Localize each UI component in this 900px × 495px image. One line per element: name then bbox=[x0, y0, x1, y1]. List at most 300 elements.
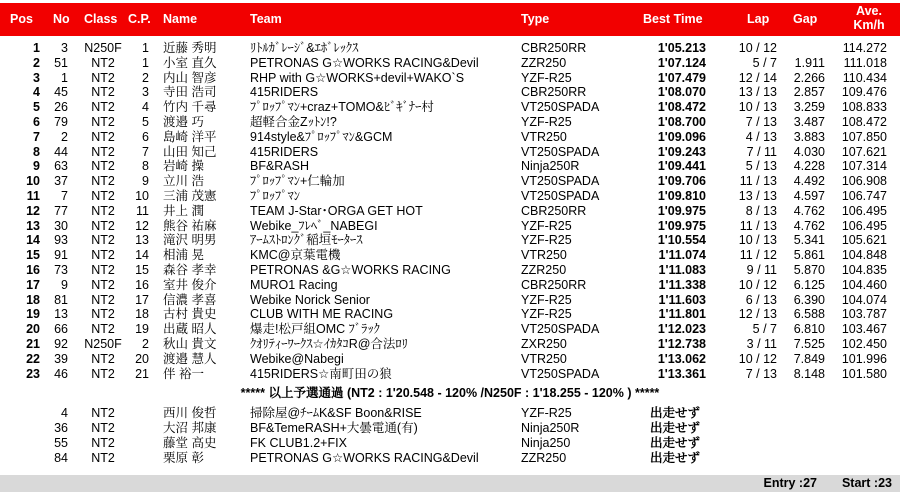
cell-cp: 18 bbox=[135, 307, 149, 321]
cell-pos: 22 bbox=[26, 352, 40, 366]
cell-team: PETRONAS &G☆WORKS RACING bbox=[250, 263, 451, 277]
cell-best-time: 1'12.023 bbox=[657, 322, 706, 336]
cell-lap: 8 / 13 bbox=[745, 204, 777, 218]
table-row bbox=[0, 85, 900, 100]
cell-lap: 10 / 12 bbox=[738, 278, 777, 292]
table-row bbox=[0, 263, 900, 278]
cell-name: 藤堂 高史 bbox=[163, 436, 217, 450]
table-row bbox=[0, 174, 900, 189]
cell-team: 掃除屋@ﾁｰﾑK&SF Boon&RISE bbox=[250, 406, 422, 420]
cell-cp: 20 bbox=[135, 352, 149, 366]
cell-team: ﾌﾟﾛｯﾌﾟﾏﾝ+仁輪加 bbox=[250, 174, 345, 188]
table-row bbox=[0, 204, 900, 219]
cell-class: NT2 bbox=[91, 367, 115, 381]
cell-name: 山田 知己 bbox=[163, 145, 217, 159]
cell-cp: 5 bbox=[142, 115, 149, 129]
cell-name: 栗原 彰 bbox=[163, 451, 204, 465]
cell-gap: 6.810 bbox=[793, 322, 825, 336]
cell-no: 4 bbox=[61, 406, 68, 420]
table-row bbox=[0, 293, 900, 308]
cell-ave: 103.787 bbox=[841, 307, 887, 321]
cell-best-time: 1'09.810 bbox=[657, 189, 706, 203]
cell-name: 小室 直久 bbox=[163, 56, 217, 70]
cell-lap: 11 / 13 bbox=[739, 174, 777, 188]
cell-best-time: 1'07.479 bbox=[657, 71, 706, 85]
cell-gap: 7.525 bbox=[793, 337, 825, 351]
header-class: Class bbox=[84, 12, 118, 26]
cell-ave: 104.460 bbox=[841, 278, 887, 292]
cell-no: 30 bbox=[54, 219, 68, 233]
cell-gap: 4.030 bbox=[793, 145, 825, 159]
table-row bbox=[0, 100, 900, 115]
cell-name: 出蔵 昭人 bbox=[163, 322, 217, 336]
cell-lap: 12 / 14 bbox=[738, 71, 777, 85]
header-ave-line1: Ave. bbox=[856, 4, 882, 18]
cell-team: CLUB WITH ME RACING bbox=[250, 307, 394, 321]
cell-class: NT2 bbox=[91, 130, 115, 144]
cell-name: 大沼 邦康 bbox=[163, 421, 217, 435]
cell-status: 出走せず bbox=[650, 436, 701, 450]
cell-type: VT250SPADA bbox=[521, 322, 600, 336]
cell-no: 39 bbox=[54, 352, 68, 366]
cell-no: 66 bbox=[54, 322, 68, 336]
cell-type: VT250SPADA bbox=[521, 367, 600, 381]
cell-type: YZF-R25 bbox=[521, 219, 572, 233]
cell-no: 92 bbox=[54, 337, 68, 351]
cell-lap: 13 / 13 bbox=[738, 85, 777, 99]
cell-type: VTR250 bbox=[521, 248, 567, 262]
cell-no: 26 bbox=[54, 100, 68, 114]
cell-ave: 114.272 bbox=[842, 41, 887, 55]
cell-best-time: 1'12.738 bbox=[657, 337, 706, 351]
table-row bbox=[0, 145, 900, 160]
table-row bbox=[0, 189, 900, 204]
cell-pos: 21 bbox=[26, 337, 40, 351]
cell-cp: 10 bbox=[135, 189, 149, 203]
cell-gap: 2.266 bbox=[793, 71, 825, 85]
cell-pos: 13 bbox=[26, 219, 40, 233]
cell-gap: 3.259 bbox=[793, 100, 825, 114]
table-row bbox=[0, 451, 900, 466]
table-row bbox=[0, 278, 900, 293]
cell-cp: 6 bbox=[142, 130, 149, 144]
cell-type: ZZR250 bbox=[521, 56, 567, 70]
cell-class: NT2 bbox=[91, 421, 115, 435]
cell-pos: 20 bbox=[26, 322, 40, 336]
cell-class: N250F bbox=[84, 337, 122, 351]
cell-no: 9 bbox=[61, 278, 68, 292]
header-lap: Lap bbox=[747, 12, 770, 26]
cell-gap: 4.762 bbox=[793, 204, 825, 218]
cell-cp: 21 bbox=[135, 367, 149, 381]
cell-pos: 7 bbox=[33, 130, 40, 144]
cell-class: NT2 bbox=[91, 233, 115, 247]
cell-pos: 6 bbox=[33, 115, 40, 129]
cell-cp: 11 bbox=[136, 204, 149, 218]
cell-class: NT2 bbox=[91, 322, 115, 336]
cell-no: 37 bbox=[54, 174, 68, 188]
cell-pos: 10 bbox=[26, 174, 40, 188]
cell-pos: 2 bbox=[33, 56, 40, 70]
cell-cp: 9 bbox=[142, 174, 149, 188]
cell-team: MURO1 Racing bbox=[250, 278, 338, 292]
cell-lap: 4 / 13 bbox=[745, 130, 777, 144]
cell-status: 出走せず bbox=[650, 421, 701, 435]
cell-team: ﾌﾟﾛｯﾌﾟﾏﾝ+craz+TOMO&ﾋﾞｷﾞﾅｰ村 bbox=[250, 100, 434, 114]
cell-best-time: 1'09.975 bbox=[657, 204, 706, 218]
cell-class: NT2 bbox=[91, 436, 115, 450]
cell-team: 914style&ﾌﾟﾛｯﾌﾟﾏﾝ&GCM bbox=[250, 130, 393, 144]
cell-cp: 2 bbox=[142, 337, 149, 351]
cell-status: 出走せず bbox=[650, 406, 701, 420]
cell-ave: 108.833 bbox=[841, 100, 887, 114]
cell-best-time: 1'09.975 bbox=[657, 219, 706, 233]
cell-no: 63 bbox=[54, 159, 68, 173]
footer-bar bbox=[0, 475, 900, 492]
cell-class: NT2 bbox=[91, 278, 115, 292]
cell-name: 三浦 茂憲 bbox=[163, 189, 217, 203]
cell-lap: 11 / 13 bbox=[739, 219, 777, 233]
cell-lap: 7 / 11 bbox=[746, 145, 777, 159]
table-row bbox=[0, 219, 900, 234]
cell-gap: 4.762 bbox=[793, 219, 825, 233]
cell-class: NT2 bbox=[91, 100, 115, 114]
cell-best-time: 1'09.096 bbox=[657, 130, 706, 144]
cell-cp: 13 bbox=[135, 233, 149, 247]
cell-cp: 19 bbox=[135, 322, 149, 336]
cell-class: NT2 bbox=[91, 71, 115, 85]
cell-class: NT2 bbox=[91, 307, 115, 321]
table-row bbox=[0, 421, 900, 436]
cell-ave: 102.450 bbox=[841, 337, 887, 351]
cell-name: 相浦 晃 bbox=[163, 248, 204, 262]
cell-lap: 10 / 12 bbox=[738, 352, 777, 366]
cell-ave: 109.476 bbox=[841, 85, 887, 99]
cell-cp: 14 bbox=[135, 248, 149, 262]
cell-class: NT2 bbox=[91, 159, 115, 173]
cell-best-time: 1'09.243 bbox=[657, 145, 706, 159]
cell-team: FK CLUB1.2+FIX bbox=[250, 436, 347, 450]
cell-type: YZF-R25 bbox=[521, 293, 572, 307]
cell-ave: 110.434 bbox=[842, 71, 887, 85]
cell-team: RHP with G☆WORKS+devil+WAKO`S bbox=[250, 71, 465, 85]
cell-pos: 23 bbox=[26, 367, 40, 381]
cell-pos: 3 bbox=[33, 71, 40, 85]
table-row bbox=[0, 367, 900, 382]
cell-lap: 3 / 11 bbox=[746, 337, 777, 351]
cell-type: YZF-R25 bbox=[521, 406, 572, 420]
cell-lap: 5 / 7 bbox=[752, 322, 777, 336]
cell-team: 415RIDERS☆南町田の狼 bbox=[250, 367, 392, 381]
cell-best-time: 1'11.074 bbox=[658, 248, 706, 262]
cell-gap bbox=[780, 41, 825, 56]
cell-class: NT2 bbox=[91, 263, 115, 277]
cell-best-time: 1'11.801 bbox=[658, 307, 706, 321]
cell-lap: 7 / 13 bbox=[745, 115, 777, 129]
cell-pos: 5 bbox=[33, 100, 40, 114]
cell-no: 13 bbox=[54, 307, 68, 321]
cell-pos: 19 bbox=[26, 307, 40, 321]
cell-no: 1 bbox=[61, 71, 68, 85]
cell-gap: 6.588 bbox=[793, 307, 825, 321]
cell-ave: 101.996 bbox=[841, 352, 887, 366]
cell-ave: 105.621 bbox=[841, 233, 887, 247]
cell-pos: 16 bbox=[26, 263, 40, 277]
cell-best-time: 1'08.472 bbox=[657, 100, 706, 114]
cell-name: 内山 智彦 bbox=[163, 71, 217, 85]
cell-lap: 10 / 12 bbox=[738, 41, 777, 55]
entry-count: Entry :27 bbox=[763, 476, 817, 490]
cell-best-time: 1'11.603 bbox=[658, 293, 706, 307]
cell-class: NT2 bbox=[91, 115, 115, 129]
cell-gap: 5.861 bbox=[793, 248, 825, 262]
cell-ave: 106.908 bbox=[841, 174, 887, 188]
header-pos: Pos bbox=[10, 12, 33, 26]
cell-class: NT2 bbox=[91, 406, 115, 420]
cell-team: ﾘﾄﾙｶﾞﾚｰｼﾞ&ｴﾎﾞﾚｯｸｽ bbox=[250, 41, 359, 55]
cell-ave: 101.580 bbox=[841, 367, 887, 381]
cell-type: VTR250 bbox=[521, 130, 567, 144]
cell-gap: 6.390 bbox=[793, 293, 825, 307]
cell-pos: 8 bbox=[33, 145, 40, 159]
cell-team: BF&TemeRASH+大曇電通(有) bbox=[250, 421, 418, 435]
cell-name: 竹内 千尋 bbox=[163, 100, 217, 114]
cell-team: PETRONAS G☆WORKS RACING&Devil bbox=[250, 451, 479, 465]
cell-class: N250F bbox=[84, 41, 122, 55]
cell-best-time: 1'11.338 bbox=[658, 278, 706, 292]
cell-gap: 4.597 bbox=[793, 189, 825, 203]
cell-no: 55 bbox=[54, 436, 68, 450]
cell-name: 伴 裕一 bbox=[163, 367, 204, 381]
header-gap: Gap bbox=[793, 12, 818, 26]
cell-cp: 3 bbox=[142, 85, 149, 99]
cell-pos: 15 bbox=[26, 248, 40, 262]
header-team: Team bbox=[250, 12, 282, 26]
cell-no: 84 bbox=[54, 451, 68, 465]
cell-lap: 5 / 13 bbox=[745, 159, 777, 173]
cell-ave: 106.495 bbox=[841, 204, 887, 218]
cell-type: CBR250RR bbox=[521, 278, 587, 292]
cell-name: 森谷 孝幸 bbox=[163, 263, 217, 277]
cell-cp: 1 bbox=[142, 41, 149, 55]
qualify-note: ***** 以上予選通過 (NT2 : 1'20.548 - 120% /N250F : 1'18.255 - 120% ) ***** bbox=[240, 386, 660, 400]
table-row bbox=[0, 159, 900, 174]
cell-no: 44 bbox=[54, 145, 68, 159]
cell-type: Ninja250 bbox=[521, 436, 571, 450]
table-row bbox=[0, 352, 900, 367]
cell-gap: 4.228 bbox=[793, 159, 825, 173]
cell-name: 室井 俊介 bbox=[163, 278, 217, 292]
table-row bbox=[0, 307, 900, 322]
cell-team: 超軽合金Zｯﾄﾝ!? bbox=[250, 115, 337, 129]
cell-type: YZF-R25 bbox=[521, 233, 572, 247]
cell-lap: 5 / 7 bbox=[752, 56, 777, 70]
table-row bbox=[0, 130, 900, 145]
cell-name: 信濃 孝喜 bbox=[163, 293, 217, 307]
cell-lap: 12 / 13 bbox=[738, 307, 777, 321]
cell-gap: 4.492 bbox=[793, 174, 825, 188]
table-row bbox=[0, 322, 900, 337]
cell-lap: 10 / 13 bbox=[738, 233, 777, 247]
cell-class: NT2 bbox=[91, 145, 115, 159]
cell-gap: 6.125 bbox=[793, 278, 825, 292]
header-best-time: Best Time bbox=[643, 12, 703, 26]
cell-lap: 13 / 13 bbox=[738, 189, 777, 203]
cell-best-time: 1'13.062 bbox=[657, 352, 706, 366]
cell-best-time: 1'09.441 bbox=[657, 159, 706, 173]
cell-team: ﾌﾟﾛｯﾌﾟﾏﾝ bbox=[250, 189, 301, 203]
header-no: No bbox=[53, 12, 70, 26]
cell-class: NT2 bbox=[91, 174, 115, 188]
cell-type: YZF-R25 bbox=[521, 71, 572, 85]
cell-name: 島崎 洋平 bbox=[163, 130, 217, 144]
cell-cp: 12 bbox=[135, 219, 149, 233]
cell-ave: 107.850 bbox=[841, 130, 887, 144]
cell-cp: 7 bbox=[142, 145, 149, 159]
table-row bbox=[0, 233, 900, 248]
cell-no: 93 bbox=[54, 233, 68, 247]
cell-no: 2 bbox=[61, 130, 68, 144]
header-name: Name bbox=[163, 12, 198, 26]
cell-name: 西川 俊哲 bbox=[163, 406, 217, 420]
table-row bbox=[0, 41, 900, 56]
cell-gap: 7.849 bbox=[793, 352, 825, 366]
cell-no: 73 bbox=[54, 263, 68, 277]
cell-team: Webike_ﾌﾚﾍﾞ_NABEGI bbox=[250, 219, 378, 233]
cell-name: 渡邉 巧 bbox=[163, 115, 204, 129]
cell-lap: 10 / 13 bbox=[738, 100, 777, 114]
cell-name: 立川 浩 bbox=[163, 174, 204, 188]
cell-type: ZZR250 bbox=[521, 263, 567, 277]
cell-team: PETRONAS G☆WORKS RACING&Devil bbox=[250, 56, 479, 70]
cell-team: 415RIDERS bbox=[250, 145, 319, 159]
cell-ave: 107.314 bbox=[841, 159, 887, 173]
cell-team: 爆走!松戸組OMC ﾌﾞﾗｯｸ bbox=[250, 322, 380, 336]
cell-best-time: 1'08.070 bbox=[657, 85, 706, 99]
cell-no: 81 bbox=[54, 293, 68, 307]
cell-name: 井上 潤 bbox=[163, 204, 204, 218]
cell-pos: 11 bbox=[26, 189, 40, 203]
cell-class: NT2 bbox=[91, 352, 115, 366]
cell-pos: 4 bbox=[33, 85, 40, 99]
cell-name: 古村 貴史 bbox=[163, 307, 217, 321]
cell-class: NT2 bbox=[91, 189, 115, 203]
cell-best-time: 1'07.124 bbox=[657, 56, 706, 70]
cell-no: 45 bbox=[54, 85, 68, 99]
cell-class: NT2 bbox=[91, 248, 115, 262]
cell-type: CBR250RR bbox=[521, 85, 587, 99]
cell-pos: 14 bbox=[26, 233, 40, 247]
cell-team: ｱｰﾑｽﾄﾛﾝｸﾞ稲垣ﾓｰﾀｰｽ bbox=[250, 233, 363, 247]
cell-cp: 16 bbox=[135, 278, 149, 292]
cell-ave: 104.074 bbox=[841, 293, 887, 307]
cell-team: TEAM J-Star･ORGA GET HOT bbox=[250, 204, 423, 218]
cell-pos: 12 bbox=[26, 204, 40, 218]
cell-class: NT2 bbox=[91, 56, 115, 70]
cell-best-time: 1'08.700 bbox=[657, 115, 706, 129]
cell-type: YZF-R25 bbox=[521, 115, 572, 129]
table-row bbox=[0, 248, 900, 263]
cell-ave: 103.467 bbox=[841, 322, 887, 336]
cell-type: CBR250RR bbox=[521, 41, 587, 55]
cell-class: NT2 bbox=[91, 293, 115, 307]
cell-no: 51 bbox=[54, 56, 68, 70]
cell-type: YZF-R25 bbox=[521, 307, 572, 321]
cell-type: Ninja250R bbox=[521, 159, 580, 173]
cell-team: KMC@京葉電機 bbox=[250, 248, 341, 262]
table-row bbox=[0, 115, 900, 130]
cell-best-time: 1'05.213 bbox=[657, 41, 706, 55]
header-ave-line2: Km/h bbox=[853, 18, 885, 32]
cell-lap: 6 / 13 bbox=[745, 293, 777, 307]
cell-team: Webike@Nabegi bbox=[250, 352, 344, 366]
cell-cp: 15 bbox=[135, 263, 149, 277]
cell-name: 渡邉 慧人 bbox=[163, 352, 217, 366]
cell-best-time: 1'10.554 bbox=[657, 233, 706, 247]
cell-gap: 5.870 bbox=[793, 263, 825, 277]
cell-type: VT250SPADA bbox=[521, 189, 600, 203]
table-row bbox=[0, 337, 900, 352]
cell-name: 熊谷 祐麻 bbox=[163, 219, 217, 233]
cell-cp: 17 bbox=[135, 293, 149, 307]
cell-lap: 7 / 13 bbox=[745, 367, 777, 381]
cell-type: VT250SPADA bbox=[521, 174, 600, 188]
cell-name: 岩崎 操 bbox=[163, 159, 204, 173]
cell-name: 寺田 浩司 bbox=[163, 85, 217, 99]
header-cp: C.P. bbox=[128, 12, 151, 26]
cell-type: VT250SPADA bbox=[521, 145, 600, 159]
cell-gap: 5.341 bbox=[793, 233, 825, 247]
table-row bbox=[0, 71, 900, 86]
cell-type: Ninja250R bbox=[521, 421, 580, 435]
cell-class: NT2 bbox=[91, 219, 115, 233]
cell-class: NT2 bbox=[91, 85, 115, 99]
cell-status: 出走せず bbox=[650, 451, 701, 465]
cell-ave: 108.472 bbox=[841, 115, 887, 129]
table-row bbox=[0, 56, 900, 71]
cell-no: 7 bbox=[61, 189, 68, 203]
cell-gap: 2.857 bbox=[793, 85, 825, 99]
cell-type: ZXR250 bbox=[521, 337, 567, 351]
cell-cp: 8 bbox=[142, 159, 149, 173]
cell-type: CBR250RR bbox=[521, 204, 587, 218]
cell-team: BF&RASH bbox=[250, 159, 310, 173]
cell-gap: 3.487 bbox=[793, 115, 825, 129]
cell-team: 415RIDERS bbox=[250, 85, 319, 99]
cell-ave: 106.747 bbox=[841, 189, 887, 203]
table-row bbox=[0, 406, 900, 421]
cell-gap: 1.911 bbox=[794, 56, 825, 70]
cell-class: NT2 bbox=[91, 451, 115, 465]
cell-pos: 9 bbox=[33, 159, 40, 173]
cell-gap: 8.148 bbox=[793, 367, 825, 381]
cell-cp: 4 bbox=[142, 100, 149, 114]
cell-pos: 18 bbox=[26, 293, 40, 307]
cell-type: ZZR250 bbox=[521, 451, 567, 465]
cell-type: VT250SPADA bbox=[521, 100, 600, 114]
cell-no: 36 bbox=[54, 421, 68, 435]
cell-ave: 104.835 bbox=[841, 263, 887, 277]
cell-name: 秋山 貴文 bbox=[163, 337, 217, 351]
cell-lap: 9 / 11 bbox=[746, 263, 777, 277]
cell-ave: 107.621 bbox=[841, 145, 887, 159]
cell-best-time: 1'11.083 bbox=[658, 263, 706, 277]
cell-name: 近藤 秀明 bbox=[163, 41, 217, 55]
cell-team: Webike Norick Senior bbox=[250, 293, 370, 307]
cell-cp: 1 bbox=[142, 56, 149, 70]
cell-team: ｸｵﾘﾃｨｰﾜｰｸｽ☆ｲｶﾀｺR@合法ﾛﾘ bbox=[250, 337, 408, 351]
cell-ave: 106.495 bbox=[841, 219, 887, 233]
